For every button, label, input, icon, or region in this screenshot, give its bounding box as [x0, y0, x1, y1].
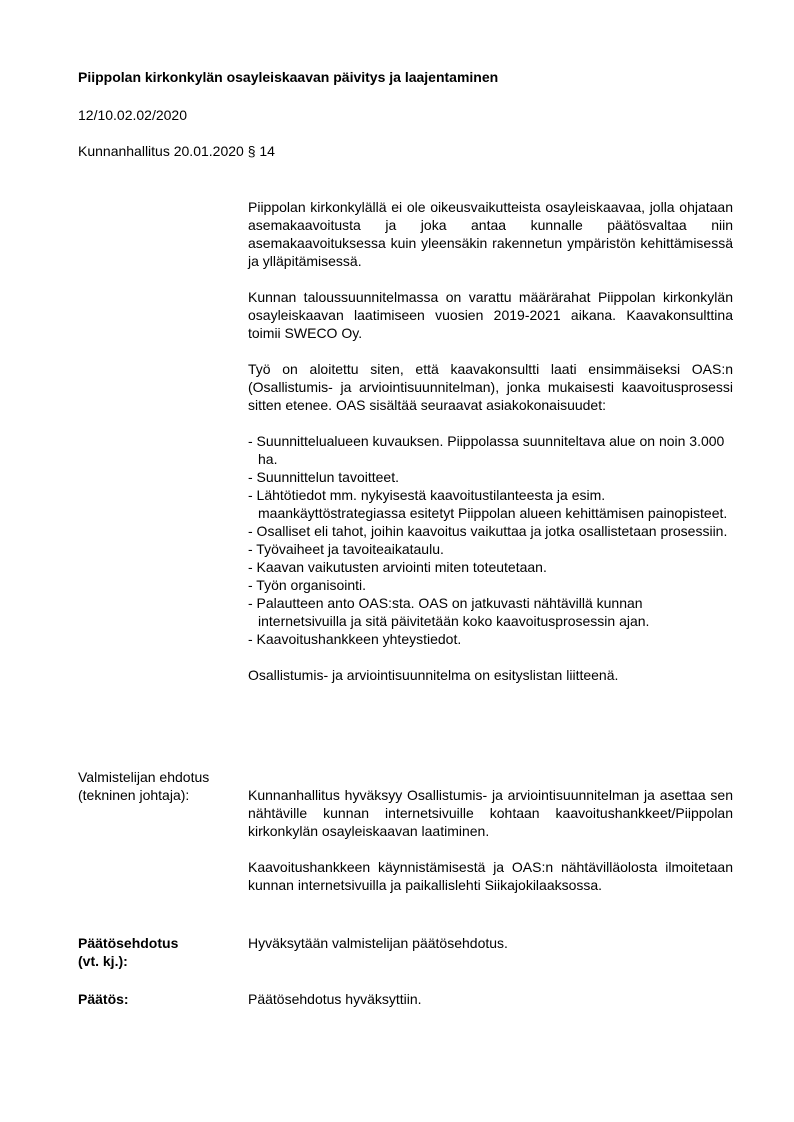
- list-item: - Työvaiheet ja tavoiteaikataulu.: [248, 541, 444, 557]
- proposal-text: [248, 786, 733, 912]
- list-item: - Lähtötiedot mm. nykyisestä kaavoitustilanteesta ja esim. maankäyttöstrategiassa esitetyt Piippolan alueen kehittämisen painopisteet.: [248, 487, 728, 521]
- list-item: - Kaavan vaikutusten arviointi miten toteutetaan.: [248, 559, 547, 575]
- intro-paragraph-3: Työ on aloitettu siten, että kaavakonsultti laati ensimmäiseksi OAS:n (Osallistumis- ja arviointisuunnitelman), jonka mukaisesti kaavoitusprosessi sitten etenee. OAS sisältää seuraavat asiakokonaisuudet:: [248, 361, 733, 413]
- decision-proposal-label: [78, 934, 178, 970]
- document-title: Piippolan kirkonkylän osayleiskaavan päivitys ja laajentaminen: [78, 69, 499, 85]
- list-item: - Suunnittelun tavoitteet.: [248, 469, 399, 485]
- proposal-paragraph-1: Kunnanhallitus hyväksyy Osallistumis- ja arviointisuunnitelman ja asettaa sen nähtäville kunnan internetsivuille kohtaan kaavoitushankkeet/Piippolan kirkonkylän osayleiskaavan laatiminen.: [248, 787, 733, 839]
- list-item: - Osalliset eli tahot, joihin kaavoitus vaikuttaa ja jotka osallistetaan prosessiin.: [248, 523, 728, 539]
- proposal-paragraph-2: Kaavoitushankkeen käynnistämisestä ja OAS:n nähtävilläolosta ilmoitetaan kunnan internetsivuilla ja paikallislehti Siikajokilaaksossa.: [248, 859, 733, 893]
- document-number: 12/10.02.02/2020: [78, 107, 187, 123]
- decision-proposal-text: Hyväksytään valmistelijan päätösehdotus.: [248, 935, 508, 951]
- proposal-label-line-2: (tekninen johtaja):: [78, 787, 190, 803]
- list-item: - Työn organisointi.: [248, 577, 367, 593]
- case-description: [248, 198, 733, 702]
- list-item: - Kaavoitushankkeen yhteystiedot.: [248, 631, 462, 647]
- intro-paragraph-2: Kunnan taloussuunnitelmassa on varattu määrärahat Piippolan kirkonkylän osayleiskaavan laatimiseen vuosien 2019-2021 aikana. Kaavakonsulttina toimii SWECO Oy.: [248, 289, 733, 341]
- meeting-reference: Kunnanhallitus 20.01.2020 § 14: [78, 143, 275, 159]
- proposal-label-line-1: Valmistelijan ehdotus: [78, 769, 210, 785]
- decision-label: Päätös:: [78, 991, 129, 1007]
- proposal-label: [78, 768, 209, 804]
- decision-text: Päätösehdotus hyväksyttiin.: [248, 991, 422, 1007]
- list-item: - Palautteen anto OAS:sta. OAS on jatkuvasti nähtävillä kunnan internetsivuilla ja sitä päivitetään koko kaavoitusprosessin ajan.: [248, 595, 650, 629]
- oas-content-list: [248, 432, 733, 648]
- attachment-note: Osallistumis- ja arviointisuunnitelma on esityslistan liitteenä.: [248, 667, 619, 683]
- list-item: - Suunnittelualueen kuvauksen. Piippolassa suunniteltava alue on noin 3.000 ha.: [248, 433, 725, 467]
- decision-proposal-label-line-2: (vt. kj.):: [78, 953, 128, 969]
- intro-paragraph-1: Piippolan kirkonkylällä ei ole oikeusvaikutteista osayleiskaavaa, jolla ohjataan asemakaavoitusta ja joka antaa kunnalle päätösvaltaa niin asemakaavoituksessa kuin yleensäkin rakennetun ympäristön kehittämisessä ja ylläpitämisessä.: [248, 199, 733, 269]
- decision-proposal-label-line-1: Päätösehdotus: [78, 935, 179, 951]
